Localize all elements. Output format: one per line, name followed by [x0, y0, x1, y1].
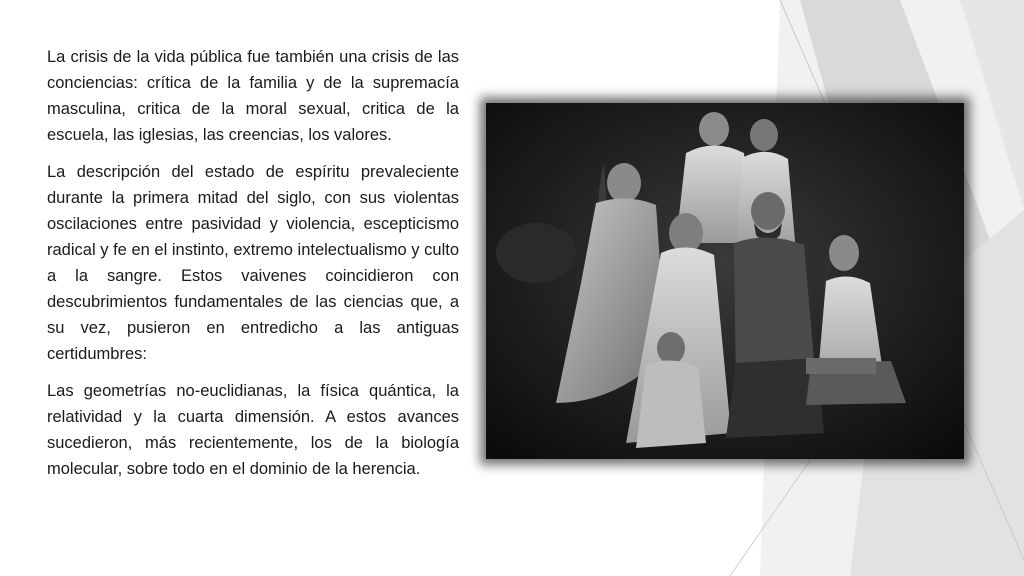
body-text — [47, 44, 459, 493]
plant-shape — [496, 223, 576, 283]
family-portrait-photo — [486, 103, 964, 459]
chair-shape — [806, 358, 876, 374]
paragraph-2: La descripción del estado de espíritu prevaleciente durante la primera mitad del siglo, con sus violentas oscilaciones entre pasividad y violencia, escepticismo radical y fe en el instinto, extremo intelectualismo y culto a la sangre. Estos vaivenes coincidieron con descubrimientos fundamentales de las ciencias que, a su vez, pusieron en entredicho a las antiguas certidumbres: — [47, 163, 459, 363]
paragraph-3: Las geometrías no-euclidianas, la física quántica, la relatividad y la cuarta dimensión. A estos avances sucedieron, más recientemente, los de la biología molecular, sobre todo en el dominio de la herencia. — [47, 382, 459, 478]
photo-illustration — [486, 103, 964, 459]
paragraph-1: La crisis de la vida pública fue también una crisis de las conciencias: crítica de la familia y de la supremacía masculina, critica de la moral sexual, critica de la escuela, las iglesias, las creencias, los valores. — [47, 48, 459, 144]
